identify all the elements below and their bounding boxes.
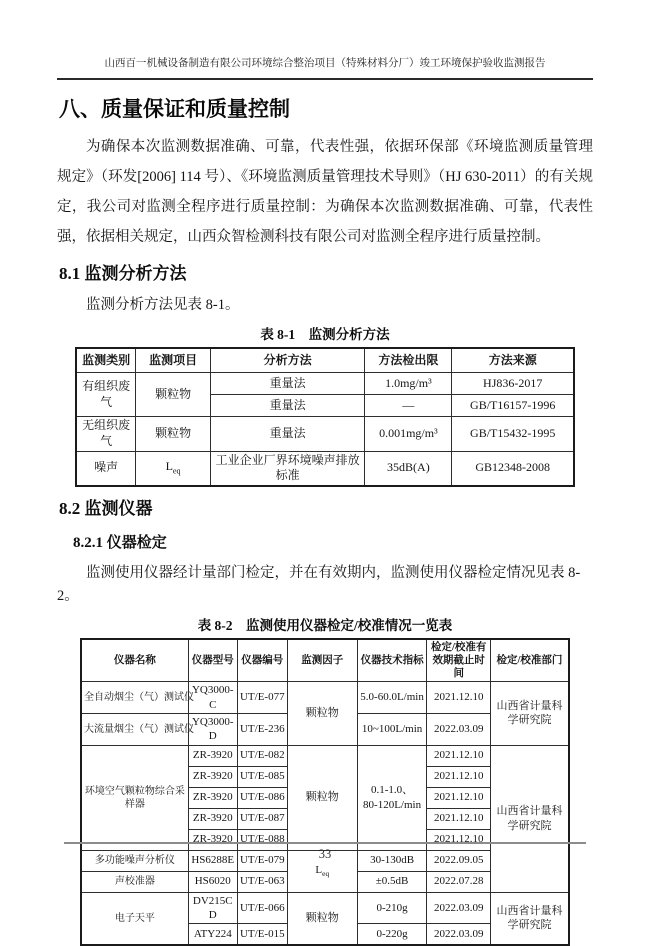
t1-header-item: 监测项目	[136, 348, 211, 373]
running-header-title: 山西百一机械设备制造有限公司环境综合整治项目（特殊材料分厂）竣工环境保护验收监测报告	[104, 58, 546, 69]
t2-r9-spec: ±0.5dB	[357, 871, 427, 892]
table-8-1-header-row	[76, 348, 574, 373]
table-row	[76, 373, 574, 395]
t2-r10-date: 2022.03.09	[427, 892, 490, 924]
t2-r1-spec: 5.0-60.0L/min	[357, 682, 427, 714]
section-8-1-lead: 监测分析方法见表 8-1。	[86, 297, 240, 314]
table-8-2-header-row	[81, 639, 569, 682]
t2-r9-name: 声校准器	[81, 871, 188, 892]
t2-r10-factor: 颗粒物	[287, 892, 357, 945]
t2-r2-spec: 10~100L/min	[357, 713, 427, 745]
t2-r10-dept: 山西省计量科学研究院	[490, 892, 569, 945]
table-row	[81, 745, 569, 766]
t2-r5-model: ZR-3920	[188, 787, 237, 808]
t1-header-limit: 方法检出限	[365, 348, 452, 373]
t2-r1-name: 全自动烟尘（气）测试仪	[81, 682, 188, 714]
t1-r3-category: 无组织废气	[76, 417, 136, 451]
t1-header-source: 方法来源	[452, 348, 574, 373]
t2-header-factor: 监测因子	[287, 639, 357, 682]
table-8-1-caption: 表 8-1 监测分析方法	[260, 327, 390, 343]
t2-r4-model: ZR-3920	[188, 766, 237, 787]
table-row	[76, 451, 574, 486]
t2-r1-code: UT/E-077	[237, 682, 287, 714]
t2-r10-model: DV215CD	[188, 892, 237, 924]
t1-r3-method: 重量法	[210, 417, 364, 451]
table-8-2-caption: 表 8-2 监测使用仪器检定/校准情况一览表	[197, 617, 453, 633]
t2-r3-spec: 0.1-1.0、 80-120L/min	[357, 745, 427, 850]
t2-r10-code: UT/E-066	[237, 892, 287, 924]
t2-r4-date: 2021.12.10	[427, 766, 490, 787]
t2-r2-name: 大流量烟尘（气）测试仪	[81, 713, 188, 745]
t2-r7-model: ZR-3920	[188, 829, 237, 850]
t2-r9-date: 2022.07.28	[427, 871, 490, 892]
t2-r8-code: UT/E-079	[237, 850, 287, 871]
t2-r10-name: 电子天平	[81, 892, 188, 945]
t1-header-method: 分析方法	[210, 348, 364, 373]
table-row	[81, 892, 569, 924]
page-number: 33	[318, 847, 332, 861]
running-header	[57, 57, 593, 80]
t1-r1-limit: 1.0mg/m³	[365, 373, 452, 395]
t2-r8-name: 多功能噪声分析仪	[81, 850, 188, 871]
t2-r6-code: UT/E-087	[237, 808, 287, 829]
t2-r7-code: UT/E-088	[237, 829, 287, 850]
t2-r3-factor: 颗粒物	[287, 745, 357, 850]
t1-r1-method: 重量法	[210, 373, 364, 395]
table-row	[76, 417, 574, 451]
t2-r1-date: 2021.12.10	[427, 682, 490, 714]
table-8-1	[75, 347, 575, 486]
t2-r3-name: 环境空气颗粒物综合采样器	[81, 745, 188, 850]
t2-r11-model: ATY224	[188, 924, 237, 946]
t2-header-code: 仪器编号	[237, 639, 287, 682]
t2-header-date: 检定/校准有效期截止时间	[427, 639, 490, 682]
t2-r11-spec: 0-220g	[357, 924, 427, 946]
table-8-2	[80, 638, 570, 946]
t1-r1-category: 有组织废气	[76, 373, 136, 417]
t2-r8-model: HS6288E	[188, 850, 237, 871]
t1-r2-source: GB/T16157-1996	[452, 395, 574, 417]
t2-r3-code: UT/E-082	[237, 745, 287, 766]
t2-r2-date: 2022.03.09	[427, 713, 490, 745]
t2-r1-dept: 山西省计量科学研究院	[490, 682, 569, 745]
section-heading-8-2-1: 8.2.1 仪器检定	[73, 534, 167, 551]
section-heading-8-1: 8.1 监测分析方法	[59, 264, 187, 284]
t2-r8-factor: $L_{eq}$	[287, 850, 357, 892]
t2-r2-model: YQ3000-D	[188, 713, 237, 745]
t1-r4-method: 工业企业厂界环境噪声排放标准	[210, 451, 364, 486]
t1-r1-source: HJ836-2017	[452, 373, 574, 395]
section-8-2-lead: 监测使用仪器经计量部门检定，并在有效期内，监测使用仪器检定情况见表 8-2。	[57, 564, 581, 604]
t2-r4-code: UT/E-085	[237, 766, 287, 787]
t2-r11-date: 2022.03.09	[427, 924, 490, 946]
t2-r5-date: 2021.12.10	[427, 787, 490, 808]
t2-r8-date: 2022.09.05	[427, 850, 490, 871]
t2-header-name: 仪器名称	[81, 639, 188, 682]
t2-r6-date: 2021.12.10	[427, 808, 490, 829]
table-row	[81, 682, 569, 714]
t2-r1-factor: 颗粒物	[287, 682, 357, 745]
intro-paragraph: 为确保本次监测数据准确、可靠，代表性强，依据环保部《环境监测质量管理规定》（环发[2006] 114 号）、《环境监测质量管理技术导则》（HJ 630-2011）的有关规定，我公司对监测全程序进行质量控制：为确保本次监测数据准确、可靠，代表性强，依据相关规定，山西众智检测科技有限公司对监测全程序进行质量控制。	[57, 139, 593, 246]
t1-r2-method: 重量法	[210, 395, 364, 417]
t1-r1-item: 颗粒物	[136, 373, 211, 417]
t1-r4-item: $L_{eq}$	[136, 451, 211, 486]
t2-r3-date: 2021.12.10	[427, 745, 490, 766]
chapter-title: 八、质量保证和质量控制	[59, 98, 290, 122]
t2-r7-date: 2021.12.10	[427, 829, 490, 850]
t2-r11-code: UT/E-015	[237, 924, 287, 946]
section-heading-8-2: 8.2 监测仪器	[59, 498, 153, 518]
t1-r4-category: 噪声	[76, 451, 136, 486]
t1-header-category: 监测类别	[76, 348, 136, 373]
t2-header-model: 仪器型号	[188, 639, 237, 682]
t2-r3-model: ZR-3920	[188, 745, 237, 766]
t2-r3-dept: 山西省计量科学研究院	[490, 745, 569, 892]
t1-r4-source: GB12348-2008	[452, 451, 574, 486]
t2-header-spec: 仪器技术指标	[357, 639, 427, 682]
t2-r10-spec: 0-210g	[357, 892, 427, 924]
t2-r5-code: UT/E-086	[237, 787, 287, 808]
t2-r9-code: UT/E-063	[237, 871, 287, 892]
t1-r2-limit: —	[365, 395, 452, 417]
t1-r3-item: 颗粒物	[136, 417, 211, 451]
t2-r9-model: HS6020	[188, 871, 237, 892]
t2-r1-model: YQ3000-C	[188, 682, 237, 714]
t2-r6-model: ZR-3920	[188, 808, 237, 829]
t2-header-dept: 检定/校准部门	[490, 639, 569, 682]
t2-r8-spec: 30-130dB	[357, 850, 427, 871]
t2-r2-code: UT/E-236	[237, 713, 287, 745]
t1-r3-limit: 0.001mg/m³	[365, 417, 452, 451]
page-footer	[64, 842, 586, 862]
t1-r4-limit: 35dB(A)	[365, 451, 452, 486]
t1-r3-source: GB/T15432-1995	[452, 417, 574, 451]
